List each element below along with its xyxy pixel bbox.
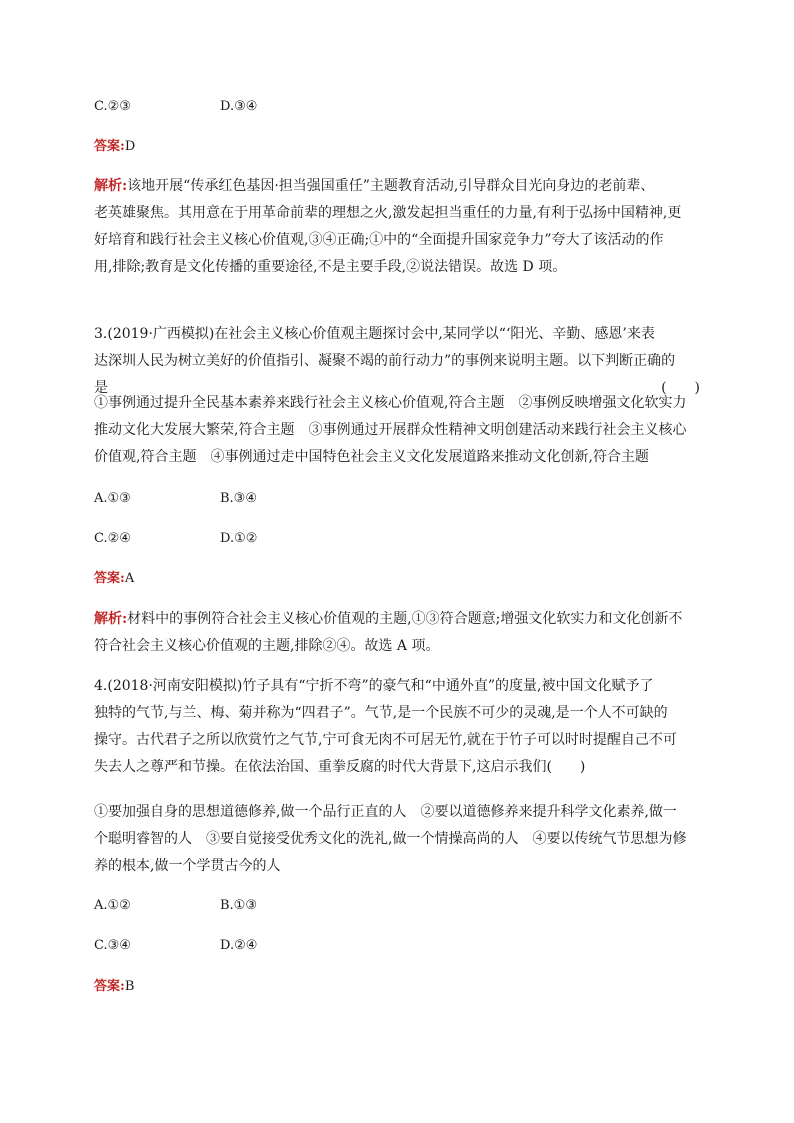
q3-analysis bbox=[94, 606, 700, 660]
q4-stem bbox=[94, 673, 700, 781]
q3-statement-line-1: ①事例通过提升全民基本素养来践行社会主义核心价值观,符合主题 ②事例反映增强文化软实力 bbox=[94, 395, 687, 411]
q2-analysis bbox=[94, 173, 700, 281]
q4-option-a: A.①② bbox=[94, 898, 131, 913]
q3-statement-line-3: 价值观,符合主题 ④事例通过走中国特色社会主义文化发展道路来推动文化创新,符合主题 bbox=[94, 449, 649, 465]
q4-stem-line-3: 操守。古代君子之所以欣赏竹之气节,宁可食无肉不可居无竹,就在于竹子可以时时提醒自己不可 bbox=[94, 732, 677, 748]
q4-statement-line-3: 养的根本,做一个学贯古今的人 bbox=[94, 858, 281, 874]
q4-answer-value: B bbox=[124, 979, 135, 994]
q3-analysis-label: 解析: bbox=[94, 611, 128, 627]
q2-analysis-line-3: 好培育和践行社会主义核心价值观,③④正确;①中的“全面提升国家竞争力”夸大了该活动的作 bbox=[94, 232, 664, 248]
q2-analysis-line-4: 用,排除;教育是文化传播的重要途径,不是主要手段,②说法错误。故选 D 项。 bbox=[94, 259, 567, 275]
q4-stem-line-1: 4.(2018·河南安阳模拟)竹子具有“宁折不弯”的豪气和“中通外直”的度量,被中国文化赋予了 bbox=[94, 678, 654, 694]
q2-answer-value: D bbox=[124, 139, 136, 154]
q3-option-a: A.①③ bbox=[94, 491, 131, 506]
q3-analysis-line-1: 材料中的事例符合社会主义核心价值观的主题,①③符合题意;增强文化软实力和文化创新不 bbox=[127, 611, 683, 627]
q4-option-b: B.①③ bbox=[220, 898, 257, 913]
q4-answer-label: 答案: bbox=[94, 979, 125, 994]
q2-analysis-line-1: 该地开展“传承红色基因·担当强国重任”主题教育活动,引导群众目光向身边的老前辈、 bbox=[127, 178, 655, 194]
q3-stem-line-2: 达深圳人民为树立美好的价值指引、凝聚不竭的前行动力”的事例来说明主题。以下判断正确的 bbox=[94, 353, 676, 369]
q4-options-row-2 bbox=[94, 935, 700, 957]
q3-stem-line-1: 3.(2019·广西模拟)在社会主义核心价值观主题探讨会中,某同学以“‘阳光、辛勤、感恩’来表 bbox=[94, 326, 655, 342]
q4-statement-line-1: ①要加强自身的思想道德修养,做一个品行正直的人 ②要以道德修养来提升科学文化素养,做一 bbox=[94, 804, 677, 820]
q2-options-row-2 bbox=[94, 96, 700, 118]
q4-options-row-1 bbox=[94, 895, 700, 917]
q3-answer-label: 答案: bbox=[94, 571, 125, 586]
q3-statements bbox=[94, 390, 700, 471]
q2-answer-label: 答案: bbox=[94, 139, 125, 154]
q4-answer bbox=[94, 976, 134, 998]
q3-options-row-2 bbox=[94, 528, 700, 550]
q3-options-row-1 bbox=[94, 488, 700, 510]
q3-option-c: C.②④ bbox=[94, 531, 131, 546]
q4-statement-line-2: 个聪明睿智的人 ③要自觉接受优秀文化的洗礼,做一个情操高尚的人 ④要以传统气节思想为修 bbox=[94, 831, 687, 847]
q2-analysis-line-2: 老英雄聚焦。其用意在于用革命前辈的理想之火,激发起担当重任的力量,有利于弘扬中国精神,更 bbox=[94, 205, 682, 221]
q3-option-d: D.①② bbox=[220, 531, 258, 546]
q2-option-d: D.③④ bbox=[220, 99, 258, 114]
q3-answer-paren: ( ) bbox=[661, 380, 700, 396]
q3-statement-line-2: 推动文化大发展大繁荣,符合主题 ③事例通过开展群众性精神文明创建活动来践行社会主义核心 bbox=[94, 422, 687, 438]
q4-statements bbox=[94, 799, 700, 880]
q2-option-c: C.②③ bbox=[94, 99, 131, 114]
q4-option-c: C.③④ bbox=[94, 938, 131, 953]
q3-analysis-line-2: 符合社会主义核心价值观的主题,排除②④。故选 A 项。 bbox=[94, 638, 440, 654]
q3-option-b: B.③④ bbox=[220, 491, 257, 506]
q4-option-d: D.②④ bbox=[220, 938, 258, 953]
q3-answer bbox=[94, 568, 134, 590]
q2-answer bbox=[94, 136, 135, 158]
q4-stem-line-4: 失去人之尊严和节操。在依法治国、重拳反腐的时代大背景下,这启示我们( ) bbox=[94, 759, 586, 775]
q3-answer-value: A bbox=[124, 571, 135, 586]
q3-stem-line-3-text: 是 bbox=[94, 380, 108, 396]
q4-stem-line-2: 独特的气节,与兰、梅、菊并称为“四君子”。气节,是一个民族不可少的灵魂,是一个人不可缺的 bbox=[94, 705, 668, 721]
q2-analysis-label: 解析: bbox=[94, 178, 128, 194]
